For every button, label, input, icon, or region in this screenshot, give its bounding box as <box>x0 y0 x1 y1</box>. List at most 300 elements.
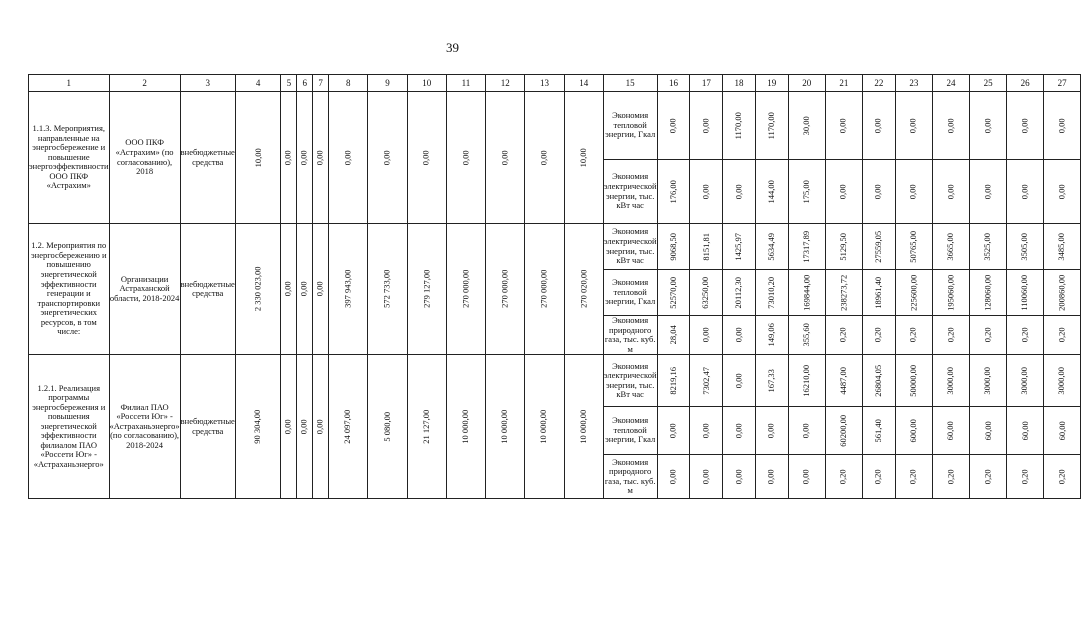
indicator-value-text: 0,00 <box>982 118 993 133</box>
indicator-value <box>895 270 932 316</box>
indicator-value-text: 0,00 <box>908 118 919 133</box>
indicator-name: Экономия электрической энергии, тыс. кВт час <box>603 224 657 270</box>
indicator-value <box>657 160 690 224</box>
funding-value: 397 943,00 <box>342 269 353 309</box>
funding-value: 0,00 <box>299 281 310 297</box>
indicator-value-text: 0,00 <box>667 469 678 484</box>
funding-amount <box>313 355 329 499</box>
indicator-value-text: 195060,00 <box>945 274 956 311</box>
funding-value: 10 000,00 <box>460 409 471 444</box>
column-number: 21 <box>825 75 862 92</box>
indicator-value <box>1007 270 1044 316</box>
indicator-value-text: 5634,49 <box>765 232 776 261</box>
indicator-value-text: 0,00 <box>800 423 811 438</box>
measure-name: 1.2.1. Реализация программы энергосбережения и повышения энергетической эффективности филиалом ПАО «Россети Юг» - «Астраханьэнерго» <box>29 355 110 499</box>
indicator-value <box>932 224 969 270</box>
indicator-value-text: 28,04 <box>667 325 678 345</box>
indicator-value <box>932 92 969 160</box>
funding-amount <box>525 355 564 499</box>
indicator-value-text: 60,00 <box>982 420 993 441</box>
header-row <box>29 75 1081 92</box>
indicator-value-text: 0,20 <box>838 327 849 343</box>
funding-amount <box>564 355 603 499</box>
indicator-value <box>755 160 788 224</box>
indicator-value-text: 20112,30 <box>733 276 744 309</box>
indicator-value <box>723 224 756 270</box>
indicator-value <box>1007 92 1044 160</box>
column-number: 7 <box>313 75 329 92</box>
indicator-value <box>825 224 862 270</box>
funding-value: 0,00 <box>283 150 294 165</box>
indicator-value-text: 0,00 <box>1019 118 1030 133</box>
funding-amount <box>368 92 407 224</box>
funding-amount <box>281 224 297 355</box>
indicator-value-text: 63250,00 <box>700 276 711 309</box>
indicator-value <box>788 355 825 407</box>
indicator-value <box>690 92 723 160</box>
funding-value: 90 304,00 <box>252 409 263 444</box>
funding-value: 0,00 <box>314 281 325 297</box>
indicator-value-text: 0,00 <box>700 423 711 438</box>
indicator-value <box>862 355 895 407</box>
column-number: 8 <box>329 75 368 92</box>
indicator-name: Экономия тепловой энергии, Гкал <box>603 270 657 316</box>
funding-source: внебюджетные средства <box>180 92 235 224</box>
funding-amount <box>486 355 525 499</box>
indicator-value-text: 3000,00 <box>1019 366 1030 395</box>
indicator-value <box>723 407 756 455</box>
indicator-value-text: 0,00 <box>700 184 711 199</box>
indicator-value-text: 0,20 <box>873 469 884 484</box>
executor: ООО ПКФ «Астрахим» (по согласованию), 2018 <box>109 92 180 224</box>
indicator-value-text: 0,20 <box>1056 327 1067 343</box>
indicator-value-text: 27559,05 <box>873 230 884 263</box>
funding-amount <box>564 92 603 224</box>
indicator-value <box>932 355 969 407</box>
indicator-value <box>1007 224 1044 270</box>
page-number: 39 <box>446 40 459 55</box>
indicator-value <box>862 160 895 224</box>
indicator-value-text: 1425,97 <box>733 232 744 261</box>
indicator-value-text: 175,00 <box>800 179 811 204</box>
column-number: 13 <box>525 75 564 92</box>
indicator-value-text: 18961,40 <box>873 276 884 309</box>
funding-value: 279 127,00 <box>420 269 431 309</box>
column-number: 10 <box>407 75 446 92</box>
indicator-value-text: 355,60 <box>800 323 811 347</box>
indicator-value <box>723 455 756 499</box>
indicator-value-text: 176,00 <box>667 179 678 204</box>
funding-amount <box>446 92 485 224</box>
column-number: 20 <box>788 75 825 92</box>
indicator-value <box>690 270 723 316</box>
indicator-value-text: 52570,00 <box>667 276 678 309</box>
funding-value: 270 020,00 <box>577 269 588 309</box>
funding-value: 572 733,00 <box>381 269 392 309</box>
funding-value: 10,00 <box>577 147 588 168</box>
funding-value: 0,00 <box>299 150 310 165</box>
funding-value: 270 000,00 <box>460 269 471 309</box>
indicator-value-text: 0,20 <box>908 469 919 484</box>
indicator-value-text: 0,20 <box>1019 327 1030 343</box>
indicator-value-text: 60200,00 <box>838 414 849 447</box>
indicator-value <box>825 455 862 499</box>
funding-amount <box>368 224 407 355</box>
indicator-value <box>755 270 788 316</box>
indicator-value <box>932 270 969 316</box>
measure-name: 1.1.3. Мероприятия, направленные на энергосбережение и повышение энергоэффективности ООО ПКФ «Астрахим» <box>29 92 110 224</box>
funding-amount <box>313 92 329 224</box>
indicator-value <box>1044 455 1081 499</box>
funding-value: 10 000,00 <box>499 409 510 444</box>
indicator-value <box>690 355 723 407</box>
indicator-value-text: 17317,89 <box>800 230 811 263</box>
indicator-value <box>657 316 690 355</box>
indicator-value-text: 9068,50 <box>667 232 678 261</box>
indicator-value-text: 0,20 <box>945 327 956 343</box>
indicator-value <box>788 224 825 270</box>
indicator-value <box>970 160 1007 224</box>
indicator-name: Экономия тепловой энергии, Гкал <box>603 407 657 455</box>
indicator-value-text: 60,00 <box>1056 420 1067 441</box>
funding-amount <box>235 92 281 224</box>
indicator-value-text: 8151,81 <box>700 232 711 261</box>
indicator-value-text: 0,00 <box>733 423 744 438</box>
indicator-value-text: 3505,00 <box>1019 232 1030 261</box>
indicator-value-text: 1170,00 <box>733 111 744 140</box>
funding-amount <box>486 92 525 224</box>
indicator-value <box>970 455 1007 499</box>
column-number: 17 <box>690 75 723 92</box>
indicator-value <box>755 407 788 455</box>
column-number: 16 <box>657 75 690 92</box>
indicator-value-text: 7302,47 <box>700 366 711 395</box>
funding-source: внебюджетные средства <box>180 224 235 355</box>
indicator-name: Экономия природного газа, тыс. куб. м <box>603 455 657 499</box>
indicator-value-text: 0,20 <box>1019 469 1030 484</box>
column-number: 15 <box>603 75 657 92</box>
indicator-value <box>895 316 932 355</box>
indicator-value <box>862 270 895 316</box>
table-row <box>29 224 1081 270</box>
funding-value: 0,00 <box>299 419 310 434</box>
indicator-value-text: 144,00 <box>765 179 776 204</box>
column-number: 26 <box>1007 75 1044 92</box>
column-number: 18 <box>723 75 756 92</box>
funding-amount <box>235 224 281 355</box>
funding-value: 2 330 023,00 <box>252 266 263 312</box>
funding-amount <box>486 224 525 355</box>
indicator-value-text: 26804,05 <box>873 364 884 397</box>
indicator-value-text: 0,00 <box>667 423 678 438</box>
indicator-name: Экономия электрической энергии, тыс. кВт час <box>603 355 657 407</box>
indicator-value <box>1007 160 1044 224</box>
funding-source: внебюджетные средства <box>180 355 235 499</box>
funding-value: 270 000,00 <box>538 269 549 309</box>
funding-amount <box>446 355 485 499</box>
indicator-name: Экономия электрической энергии, тыс. кВт час <box>603 160 657 224</box>
indicator-value-text: 60,00 <box>945 420 956 441</box>
indicator-value <box>825 92 862 160</box>
indicator-value <box>862 455 895 499</box>
indicator-value-text: 0,00 <box>700 469 711 484</box>
indicator-value <box>1044 160 1081 224</box>
indicator-value <box>788 316 825 355</box>
column-number: 6 <box>297 75 313 92</box>
indicator-value-text: 3485,00 <box>1056 232 1067 261</box>
indicator-value <box>657 455 690 499</box>
indicator-value <box>862 316 895 355</box>
funding-value: 0,00 <box>538 150 549 165</box>
indicator-value <box>1044 407 1081 455</box>
indicator-value-text: 200860,00 <box>1056 274 1067 311</box>
indicator-value <box>788 160 825 224</box>
column-number: 3 <box>180 75 235 92</box>
measure-name: 1.2. Мероприятия по энергосбережению и повышению энергетической эффективности генерации и транспортировки энергетических ресурсов, в том числе: <box>29 224 110 355</box>
indicator-value-text: 0,00 <box>733 184 744 199</box>
indicator-value-text: 0,20 <box>982 469 993 484</box>
indicator-value-text: 0,20 <box>873 327 884 343</box>
funding-amount <box>407 224 446 355</box>
funding-amount <box>313 224 329 355</box>
column-number: 5 <box>281 75 297 92</box>
indicator-value-text: 238273,72 <box>838 274 849 311</box>
indicator-value-text: 0,00 <box>700 327 711 343</box>
indicator-value-text: 3000,00 <box>1056 366 1067 395</box>
indicator-value <box>825 316 862 355</box>
indicator-value <box>825 407 862 455</box>
indicator-value <box>895 455 932 499</box>
indicator-value <box>723 316 756 355</box>
column-number: 23 <box>895 75 932 92</box>
indicator-value <box>723 270 756 316</box>
table-row <box>29 92 1081 160</box>
funding-value: 0,00 <box>460 150 471 165</box>
indicator-value-text: 561,40 <box>873 418 884 443</box>
funding-amount <box>297 92 313 224</box>
funding-value: 0,00 <box>342 150 353 165</box>
funding-amount <box>525 224 564 355</box>
indicator-value-text: 110060,00 <box>1019 274 1030 311</box>
indicator-value-text: 0,00 <box>908 184 919 199</box>
funding-value: 10,00 <box>252 147 263 168</box>
indicator-value-text: 3665,00 <box>945 232 956 261</box>
indicator-value <box>1007 407 1044 455</box>
indicator-value <box>788 407 825 455</box>
indicator-value-text: 0,00 <box>667 118 678 133</box>
indicator-value-text: 128060,00 <box>982 274 993 311</box>
funding-amount <box>297 224 313 355</box>
indicator-value-text: 0,00 <box>982 184 993 199</box>
table-row <box>29 355 1081 407</box>
indicator-value-text: 169844,00 <box>800 274 811 311</box>
indicator-value-text: 16210,00 <box>800 364 811 397</box>
indicator-value-text: 30,00 <box>800 115 811 136</box>
funding-value: 10 000,00 <box>538 409 549 444</box>
column-number: 22 <box>862 75 895 92</box>
column-number: 12 <box>486 75 525 92</box>
indicator-value-text: 0,20 <box>1056 469 1067 484</box>
funding-value: 5 080,00 <box>381 411 392 442</box>
indicator-value-text: 0,00 <box>765 423 776 438</box>
funding-amount <box>525 92 564 224</box>
indicator-value <box>970 316 1007 355</box>
indicator-value <box>862 92 895 160</box>
indicator-value-text: 0,00 <box>945 184 956 199</box>
funding-value: 10 000,00 <box>577 409 588 444</box>
indicator-value <box>895 224 932 270</box>
indicator-value-text: 0,00 <box>700 118 711 133</box>
indicator-value <box>970 355 1007 407</box>
indicator-value <box>657 355 690 407</box>
indicator-value-text: 0,00 <box>945 118 956 133</box>
indicator-value <box>895 407 932 455</box>
indicator-value-text: 3000,00 <box>945 366 956 395</box>
indicator-value <box>932 455 969 499</box>
indicator-value <box>690 455 723 499</box>
column-number: 11 <box>446 75 485 92</box>
funding-amount <box>407 355 446 499</box>
column-number: 2 <box>109 75 180 92</box>
indicator-value <box>755 92 788 160</box>
indicator-value <box>932 160 969 224</box>
indicator-value <box>970 407 1007 455</box>
indicator-value <box>932 316 969 355</box>
indicator-value-text: 1170,00 <box>765 111 776 140</box>
indicator-name: Экономия тепловой энергии, Гкал <box>603 92 657 160</box>
indicator-value-text: 0,00 <box>873 118 884 133</box>
funding-value: 0,00 <box>314 419 325 434</box>
indicator-value-text: 50000,00 <box>908 364 919 397</box>
column-number: 24 <box>932 75 969 92</box>
indicator-value-text: 0,00 <box>1056 118 1067 133</box>
indicator-value <box>1044 224 1081 270</box>
indicator-value <box>788 92 825 160</box>
indicator-value-text: 0,20 <box>982 327 993 343</box>
indicator-value-text: 149,06 <box>765 323 776 347</box>
program-table <box>28 74 1081 499</box>
funding-value: 21 127,00 <box>420 409 431 444</box>
indicator-value-text: 0,00 <box>838 184 849 199</box>
indicator-value <box>690 160 723 224</box>
indicator-value <box>825 355 862 407</box>
indicator-value <box>1007 455 1044 499</box>
indicator-value-text: 3000,00 <box>982 366 993 395</box>
column-number: 25 <box>970 75 1007 92</box>
funding-value: 270 000,00 <box>499 269 510 309</box>
funding-value: 0,00 <box>314 150 325 165</box>
funding-amount <box>281 355 297 499</box>
indicator-value-text: 60,00 <box>1019 420 1030 441</box>
indicator-value-text: 0,00 <box>733 373 744 388</box>
indicator-value-text: 0,00 <box>800 469 811 484</box>
indicator-value-text: 0,00 <box>838 118 849 133</box>
indicator-value <box>657 407 690 455</box>
indicator-value <box>690 224 723 270</box>
funding-amount <box>368 355 407 499</box>
column-number: 4 <box>235 75 281 92</box>
indicator-value-text: 225600,00 <box>908 274 919 311</box>
funding-value: 0,00 <box>283 419 294 434</box>
indicator-value <box>1007 316 1044 355</box>
funding-value: 24 097,00 <box>342 409 353 444</box>
indicator-value <box>895 355 932 407</box>
indicator-value <box>862 224 895 270</box>
funding-amount <box>329 355 368 499</box>
indicator-value-text: 600,00 <box>908 418 919 443</box>
indicator-value-text: 0,00 <box>1056 184 1067 199</box>
funding-value: 0,00 <box>283 281 294 297</box>
indicator-value-text: 0,00 <box>733 327 744 343</box>
funding-value: 0,00 <box>499 150 510 165</box>
indicator-value <box>1007 355 1044 407</box>
funding-amount <box>329 224 368 355</box>
column-number: 19 <box>755 75 788 92</box>
indicator-value <box>825 160 862 224</box>
indicator-value <box>657 270 690 316</box>
indicator-value <box>657 224 690 270</box>
indicator-value <box>755 355 788 407</box>
indicator-value-text: 8219,16 <box>667 366 678 395</box>
indicator-value <box>932 407 969 455</box>
executor: Филиал ПАО «Россети Юг» - «Астраханьэнерго» (по согласованию), 2018-2024 <box>109 355 180 499</box>
indicator-value <box>825 270 862 316</box>
indicator-value <box>895 92 932 160</box>
indicator-value <box>1044 92 1081 160</box>
funding-amount <box>564 224 603 355</box>
indicator-value <box>970 270 1007 316</box>
column-number: 9 <box>368 75 407 92</box>
indicator-value-text: 0,00 <box>765 469 776 484</box>
funding-value: 0,00 <box>381 150 392 165</box>
funding-amount <box>329 92 368 224</box>
indicator-value <box>1044 355 1081 407</box>
indicator-value-text: 0,20 <box>908 327 919 343</box>
indicator-value-text: 73010,20 <box>765 276 776 309</box>
indicator-value <box>862 407 895 455</box>
indicator-value <box>788 455 825 499</box>
indicator-value <box>788 270 825 316</box>
funding-amount <box>235 355 281 499</box>
funding-amount <box>446 224 485 355</box>
funding-amount <box>297 355 313 499</box>
indicator-value <box>1044 316 1081 355</box>
indicator-value <box>690 316 723 355</box>
indicator-value-text: 0,20 <box>838 469 849 484</box>
indicator-value-text: 0,00 <box>1019 184 1030 199</box>
indicator-value <box>723 355 756 407</box>
indicator-value <box>755 316 788 355</box>
indicator-value <box>970 92 1007 160</box>
indicator-value-text: 0,00 <box>733 469 744 484</box>
indicator-value-text: 5129,50 <box>838 232 849 261</box>
indicator-value <box>723 160 756 224</box>
indicator-name: Экономия природного газа, тыс. куб. м <box>604 315 656 354</box>
indicator-value-text: 4487,00 <box>838 366 849 395</box>
indicator-value <box>895 160 932 224</box>
indicator-value-text: 50765,00 <box>908 230 919 263</box>
indicator-value <box>1044 270 1081 316</box>
indicator-value-text: 167,33 <box>765 368 776 393</box>
column-number: 27 <box>1044 75 1081 92</box>
column-number: 1 <box>29 75 110 92</box>
funding-amount <box>281 92 297 224</box>
indicator-value <box>723 92 756 160</box>
indicator-value-text: 0,20 <box>945 469 956 484</box>
column-number: 14 <box>564 75 603 92</box>
indicator-value <box>755 224 788 270</box>
indicator-value <box>755 455 788 499</box>
